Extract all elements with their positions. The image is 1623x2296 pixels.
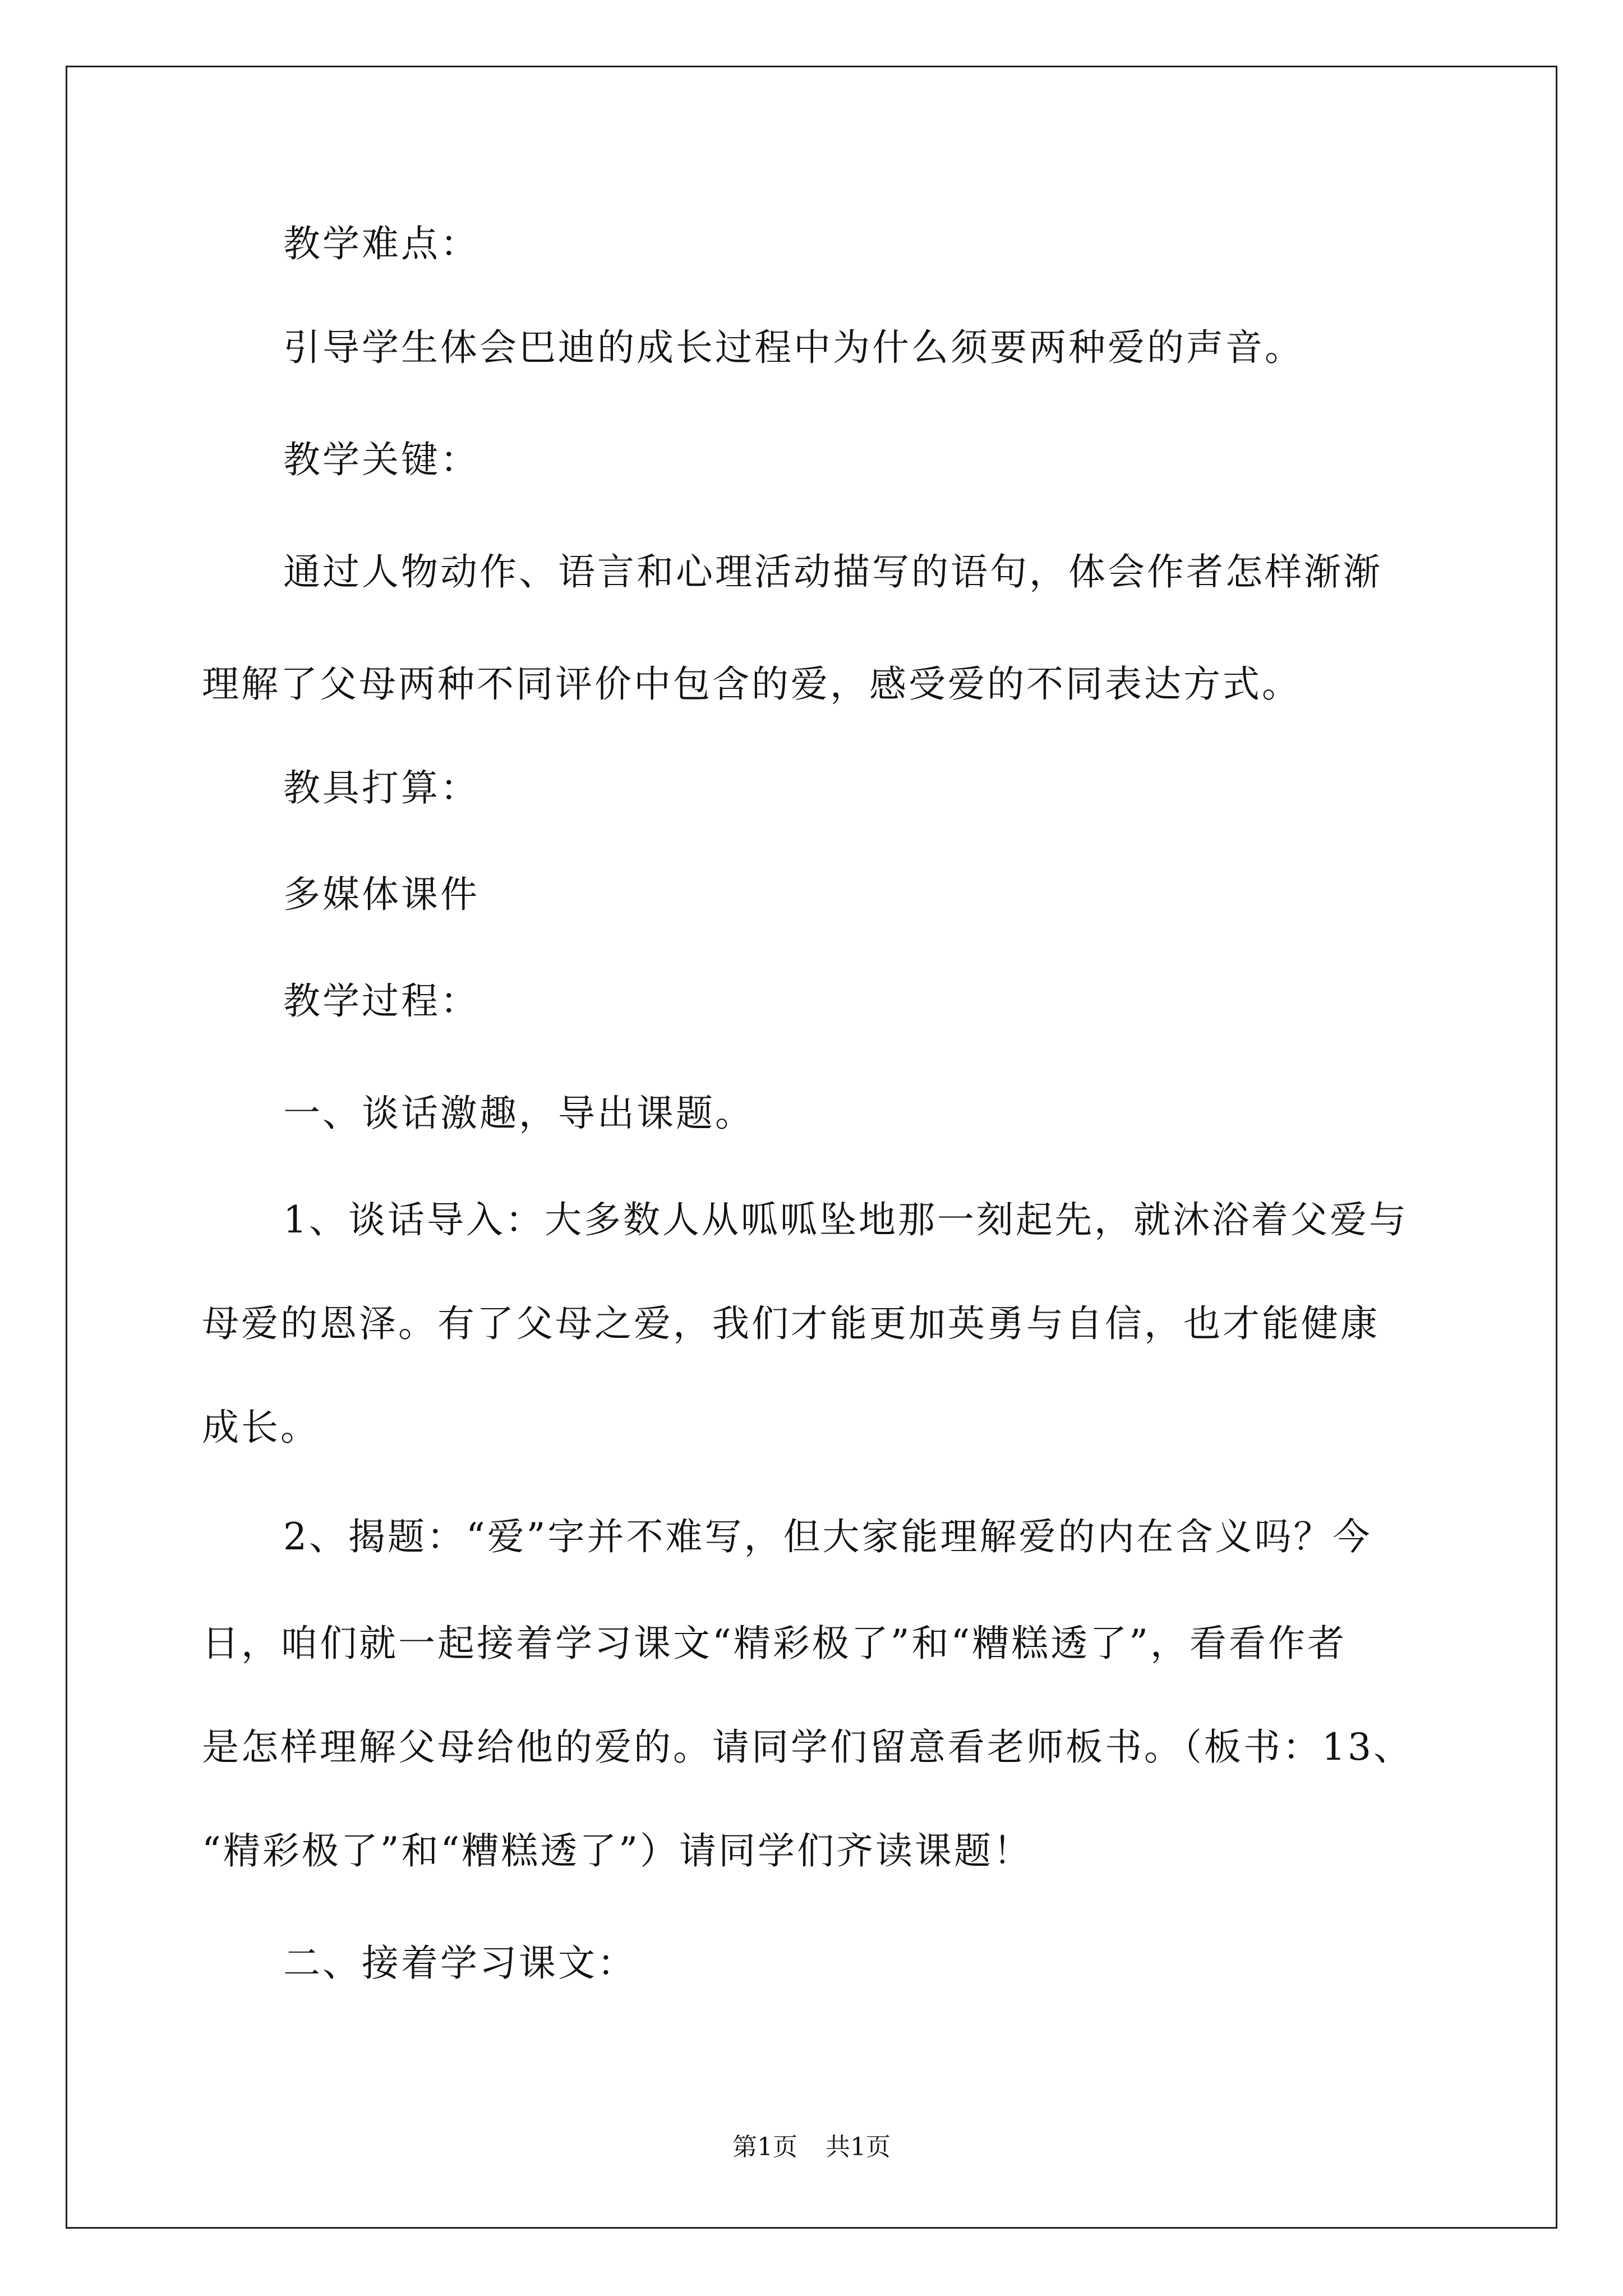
page-footer xyxy=(0,2132,1623,2163)
page-total: 共1页 xyxy=(826,2133,891,2161)
paragraph-line: 通过人物动作、语言和心理活动描写的语句，体会作者怎样渐渐 xyxy=(283,550,1382,593)
paragraph-line: 日，咱们就一起接着学习课文“精彩极了”和“糟糕透了”，看看作者 xyxy=(202,1622,1347,1665)
paragraph-line: 2、揭题：“爱”字并不难写，但大家能理解爱的内在含义吗？今 xyxy=(283,1515,1372,1558)
heading-teaching-difficulty: 教学难点： xyxy=(283,222,479,265)
heading-teaching-key: 教学关键： xyxy=(283,438,479,481)
page-number: 第1页 xyxy=(732,2133,797,2161)
section-heading: 二、接着学习课文： xyxy=(283,1941,637,1985)
paragraph-line: “精彩极了”和“糟糕透了”）请同学们齐读课题！ xyxy=(202,1829,1032,1872)
paragraph-line: 多媒体课件 xyxy=(283,873,479,916)
paragraph-line: 理解了父母两种不同评价中包含的爱，感受爱的不同表达方式。 xyxy=(202,662,1301,706)
section-heading: 一、谈话激趣，导出课题。 xyxy=(283,1092,754,1135)
paragraph-line: 成长。 xyxy=(202,1406,320,1449)
heading-teaching-aids: 教具打算： xyxy=(283,766,479,809)
paragraph-line: 是怎样理解父母给他的爱的。请同学们留意看老师板书。（板书：13、 xyxy=(202,1726,1413,1769)
page-border xyxy=(66,66,1557,2229)
paragraph-line: 母爱的恩泽。有了父母之爱，我们才能更加英勇与自信，也才能健康 xyxy=(202,1302,1380,1345)
paragraph-line: 1、谈话导入：大多数人从呱呱坠地那一刻起先，就沐浴着父爱与 xyxy=(283,1198,1408,1241)
paragraph-line: 引导学生体会巴迪的成长过程中为什么须要两种爱的声音。 xyxy=(283,326,1304,369)
heading-teaching-process: 教学过程： xyxy=(283,979,479,1023)
